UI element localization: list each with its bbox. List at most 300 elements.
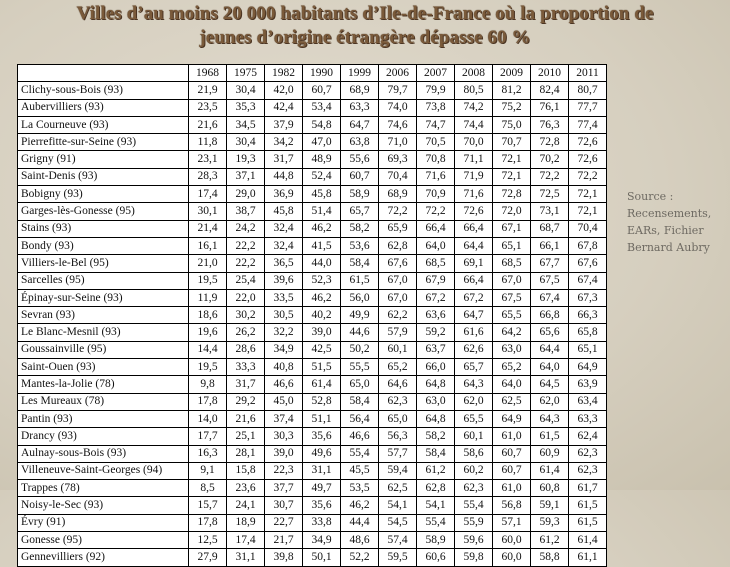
value-cell: 59,1 xyxy=(531,497,569,514)
city-cell: Saint-Ouen (93) xyxy=(18,359,189,376)
table-header-corner xyxy=(18,65,189,82)
value-cell: 35,3 xyxy=(227,99,265,116)
value-cell: 74,0 xyxy=(379,99,417,116)
value-cell: 68,9 xyxy=(341,82,379,99)
city-cell: Pierrefitte-sur-Seine (93) xyxy=(18,134,189,151)
value-cell: 33,3 xyxy=(227,359,265,376)
value-cell: 49,6 xyxy=(303,445,341,462)
year-header: 2011 xyxy=(569,65,607,82)
value-cell: 60,1 xyxy=(379,341,417,358)
value-cell: 46,2 xyxy=(303,220,341,237)
value-cell: 60,2 xyxy=(455,462,493,479)
city-cell: Sevran (93) xyxy=(18,307,189,324)
value-cell: 53,6 xyxy=(341,237,379,254)
table-header-row xyxy=(18,65,607,82)
value-cell: 60,0 xyxy=(493,549,531,566)
table-row xyxy=(18,410,607,427)
value-cell: 60,1 xyxy=(455,428,493,445)
value-cell: 79,7 xyxy=(379,82,417,99)
value-cell: 65,0 xyxy=(341,376,379,393)
value-cell: 53,5 xyxy=(341,480,379,497)
value-cell: 27,9 xyxy=(189,549,227,566)
value-cell: 58,4 xyxy=(417,445,455,462)
city-cell: Les Mureaux (78) xyxy=(18,393,189,410)
value-cell: 41,5 xyxy=(303,237,341,254)
year-header: 2006 xyxy=(379,65,417,82)
value-cell: 48,6 xyxy=(341,532,379,549)
table-row xyxy=(18,186,607,203)
value-cell: 82,4 xyxy=(531,82,569,99)
value-cell: 52,3 xyxy=(303,272,341,289)
value-cell: 35,6 xyxy=(303,497,341,514)
value-cell: 73,8 xyxy=(417,99,455,116)
value-cell: 19,3 xyxy=(227,151,265,168)
value-cell: 67,0 xyxy=(379,289,417,306)
value-cell: 52,2 xyxy=(341,549,379,566)
value-cell: 55,6 xyxy=(341,151,379,168)
value-cell: 71,6 xyxy=(455,186,493,203)
value-cell: 71,9 xyxy=(455,168,493,185)
value-cell: 64,8 xyxy=(417,410,455,427)
value-cell: 64,2 xyxy=(493,324,531,341)
value-cell: 68,9 xyxy=(379,186,417,203)
value-cell: 44,8 xyxy=(265,168,303,185)
value-cell: 14,4 xyxy=(189,341,227,358)
value-cell: 64,3 xyxy=(455,376,493,393)
source-line: Source : xyxy=(627,190,674,203)
value-cell: 61,4 xyxy=(531,462,569,479)
city-cell: Évry (91) xyxy=(18,514,189,531)
value-cell: 74,4 xyxy=(455,116,493,133)
value-cell: 17,8 xyxy=(189,393,227,410)
value-cell: 70,9 xyxy=(417,186,455,203)
value-cell: 62,8 xyxy=(379,237,417,254)
value-cell: 72,5 xyxy=(531,186,569,203)
value-cell: 66,4 xyxy=(455,220,493,237)
value-cell: 57,9 xyxy=(379,324,417,341)
table-row xyxy=(18,168,607,185)
value-cell: 65,0 xyxy=(379,410,417,427)
value-cell: 67,9 xyxy=(417,272,455,289)
value-cell: 62,3 xyxy=(569,462,607,479)
value-cell: 72,1 xyxy=(493,168,531,185)
value-cell: 31,7 xyxy=(227,376,265,393)
source-line: EARs, Fichier xyxy=(627,224,704,237)
value-cell: 33,8 xyxy=(303,514,341,531)
value-cell: 59,6 xyxy=(455,532,493,549)
value-cell: 63,8 xyxy=(341,134,379,151)
value-cell: 55,5 xyxy=(341,359,379,376)
value-cell: 71,0 xyxy=(379,134,417,151)
value-cell: 30,1 xyxy=(189,203,227,220)
value-cell: 60,9 xyxy=(531,445,569,462)
table-row xyxy=(18,272,607,289)
value-cell: 62,6 xyxy=(455,341,493,358)
value-cell: 45,8 xyxy=(303,186,341,203)
value-cell: 52,8 xyxy=(303,393,341,410)
value-cell: 62,0 xyxy=(455,393,493,410)
value-cell: 62,4 xyxy=(569,428,607,445)
value-cell: 9,1 xyxy=(189,462,227,479)
value-cell: 67,4 xyxy=(531,289,569,306)
value-cell: 64,7 xyxy=(341,116,379,133)
value-cell: 67,6 xyxy=(379,255,417,272)
value-cell: 39,0 xyxy=(303,324,341,341)
value-cell: 63,3 xyxy=(569,410,607,427)
title-line-1: Villes d’au moins 20 000 habitants d’Ile-de-France où la proportion de xyxy=(76,3,654,24)
value-cell: 72,6 xyxy=(569,134,607,151)
value-cell: 23,6 xyxy=(227,480,265,497)
city-cell: Stains (93) xyxy=(18,220,189,237)
city-cell: Trappes (78) xyxy=(18,480,189,497)
value-cell: 17,4 xyxy=(189,186,227,203)
value-cell: 72,8 xyxy=(493,186,531,203)
value-cell: 58,4 xyxy=(341,393,379,410)
value-cell: 66,4 xyxy=(455,272,493,289)
value-cell: 23,5 xyxy=(189,99,227,116)
value-cell: 64,8 xyxy=(417,376,455,393)
value-cell: 11,8 xyxy=(189,134,227,151)
value-cell: 61,5 xyxy=(569,497,607,514)
city-cell: Noisy-le-Sec (93) xyxy=(18,497,189,514)
value-cell: 25,1 xyxy=(227,428,265,445)
value-cell: 59,3 xyxy=(531,514,569,531)
table-row xyxy=(18,289,607,306)
value-cell: 35,6 xyxy=(303,428,341,445)
value-cell: 51,4 xyxy=(303,203,341,220)
value-cell: 67,7 xyxy=(531,255,569,272)
value-cell: 64,3 xyxy=(531,410,569,427)
value-cell: 69,3 xyxy=(379,151,417,168)
value-cell: 30,7 xyxy=(265,497,303,514)
table-row xyxy=(18,82,607,99)
value-cell: 64,0 xyxy=(493,376,531,393)
value-cell: 46,2 xyxy=(303,289,341,306)
value-cell: 63,7 xyxy=(417,341,455,358)
table-row xyxy=(18,532,607,549)
value-cell: 30,3 xyxy=(265,428,303,445)
value-cell: 61,2 xyxy=(531,532,569,549)
value-cell: 17,7 xyxy=(189,428,227,445)
value-cell: 55,4 xyxy=(455,497,493,514)
data-table-container xyxy=(17,64,606,567)
value-cell: 59,5 xyxy=(379,549,417,566)
value-cell: 49,7 xyxy=(303,480,341,497)
value-cell: 61,2 xyxy=(417,462,455,479)
value-cell: 72,2 xyxy=(379,203,417,220)
city-cell: Bobigny (93) xyxy=(18,186,189,203)
value-cell: 12,5 xyxy=(189,532,227,549)
value-cell: 57,7 xyxy=(379,445,417,462)
value-cell: 74,6 xyxy=(379,116,417,133)
value-cell: 77,4 xyxy=(569,116,607,133)
value-cell: 48,9 xyxy=(303,151,341,168)
value-cell: 62,3 xyxy=(569,445,607,462)
value-cell: 55,9 xyxy=(455,514,493,531)
value-cell: 45,8 xyxy=(265,203,303,220)
value-cell: 67,1 xyxy=(493,220,531,237)
value-cell: 37,1 xyxy=(227,168,265,185)
value-cell: 72,2 xyxy=(417,203,455,220)
value-cell: 51,5 xyxy=(303,359,341,376)
value-cell: 72,6 xyxy=(569,151,607,168)
value-cell: 61,1 xyxy=(569,549,607,566)
value-cell: 61,7 xyxy=(569,480,607,497)
value-cell: 61,5 xyxy=(569,514,607,531)
value-cell: 64,7 xyxy=(455,307,493,324)
value-cell: 66,8 xyxy=(531,307,569,324)
value-cell: 64,9 xyxy=(569,359,607,376)
value-cell: 65,7 xyxy=(455,359,493,376)
value-cell: 66,1 xyxy=(531,237,569,254)
value-cell: 62,2 xyxy=(379,307,417,324)
value-cell: 19,6 xyxy=(189,324,227,341)
value-cell: 69,1 xyxy=(455,255,493,272)
value-cell: 22,7 xyxy=(265,514,303,531)
value-cell: 46,2 xyxy=(341,497,379,514)
table-row xyxy=(18,393,607,410)
value-cell: 61,0 xyxy=(493,480,531,497)
value-cell: 42,4 xyxy=(265,99,303,116)
table-row xyxy=(18,376,607,393)
value-cell: 59,2 xyxy=(417,324,455,341)
value-cell: 65,1 xyxy=(569,341,607,358)
value-cell: 65,6 xyxy=(531,324,569,341)
value-cell: 37,4 xyxy=(265,410,303,427)
value-cell: 38,7 xyxy=(227,203,265,220)
value-cell: 58,9 xyxy=(341,186,379,203)
city-cell: Bondy (93) xyxy=(18,237,189,254)
value-cell: 60,6 xyxy=(417,549,455,566)
value-cell: 67,8 xyxy=(569,237,607,254)
value-cell: 60,7 xyxy=(493,462,531,479)
value-cell: 40,8 xyxy=(265,359,303,376)
value-cell: 51,1 xyxy=(303,410,341,427)
year-header: 2009 xyxy=(493,65,531,82)
value-cell: 21,0 xyxy=(189,255,227,272)
value-cell: 50,2 xyxy=(341,341,379,358)
value-cell: 70,4 xyxy=(379,168,417,185)
year-header: 2007 xyxy=(417,65,455,82)
value-cell: 32,2 xyxy=(265,324,303,341)
value-cell: 44,4 xyxy=(341,514,379,531)
value-cell: 62,0 xyxy=(531,393,569,410)
value-cell: 21,6 xyxy=(189,116,227,133)
table-row xyxy=(18,324,607,341)
value-cell: 58,4 xyxy=(341,255,379,272)
city-cell: Goussainville (95) xyxy=(18,341,189,358)
value-cell: 72,2 xyxy=(531,168,569,185)
value-cell: 80,5 xyxy=(455,82,493,99)
value-cell: 9,8 xyxy=(189,376,227,393)
value-cell: 67,2 xyxy=(455,289,493,306)
value-cell: 39,0 xyxy=(265,445,303,462)
city-cell: Drancy (93) xyxy=(18,428,189,445)
source-line: Bernard Aubry xyxy=(627,241,710,254)
value-cell: 65,8 xyxy=(569,324,607,341)
value-cell: 18,6 xyxy=(189,307,227,324)
table-row xyxy=(18,480,607,497)
value-cell: 64,9 xyxy=(493,410,531,427)
value-cell: 61,4 xyxy=(569,532,607,549)
value-cell: 8,5 xyxy=(189,480,227,497)
year-header: 2010 xyxy=(531,65,569,82)
value-cell: 74,2 xyxy=(455,99,493,116)
value-cell: 59,4 xyxy=(379,462,417,479)
value-cell: 80,7 xyxy=(569,82,607,99)
value-cell: 50,1 xyxy=(303,549,341,566)
value-cell: 68,7 xyxy=(531,220,569,237)
source-note xyxy=(627,188,727,256)
value-cell: 67,6 xyxy=(569,255,607,272)
value-cell: 25,4 xyxy=(227,272,265,289)
value-cell: 63,4 xyxy=(569,393,607,410)
value-cell: 54,1 xyxy=(379,497,417,514)
value-cell: 33,5 xyxy=(265,289,303,306)
value-cell: 68,5 xyxy=(493,255,531,272)
value-cell: 77,7 xyxy=(569,99,607,116)
value-cell: 22,2 xyxy=(227,237,265,254)
value-cell: 40,2 xyxy=(303,307,341,324)
value-cell: 65,9 xyxy=(379,220,417,237)
value-cell: 58,2 xyxy=(417,428,455,445)
value-cell: 15,7 xyxy=(189,497,227,514)
value-cell: 36,9 xyxy=(265,186,303,203)
value-cell: 66,4 xyxy=(417,220,455,237)
value-cell: 58,2 xyxy=(341,220,379,237)
value-cell: 34,2 xyxy=(265,134,303,151)
value-cell: 70,4 xyxy=(569,220,607,237)
value-cell: 65,1 xyxy=(493,237,531,254)
value-cell: 31,1 xyxy=(227,549,265,566)
city-cell: Grigny (91) xyxy=(18,151,189,168)
value-cell: 60,0 xyxy=(493,532,531,549)
value-cell: 60,8 xyxy=(531,480,569,497)
value-cell: 21,4 xyxy=(189,220,227,237)
value-cell: 79,9 xyxy=(417,82,455,99)
value-cell: 47,0 xyxy=(303,134,341,151)
table-row xyxy=(18,134,607,151)
value-cell: 54,8 xyxy=(303,116,341,133)
table-row xyxy=(18,151,607,168)
value-cell: 67,5 xyxy=(493,289,531,306)
source-line: Recensements, xyxy=(627,207,712,220)
value-cell: 22,0 xyxy=(227,289,265,306)
value-cell: 44,6 xyxy=(341,324,379,341)
value-cell: 36,5 xyxy=(265,255,303,272)
value-cell: 32,4 xyxy=(265,220,303,237)
title-line-2: jeunes d’origine étrangère dépasse 60 % xyxy=(199,27,531,48)
value-cell: 61,4 xyxy=(303,376,341,393)
value-cell: 67,0 xyxy=(379,272,417,289)
value-cell: 62,5 xyxy=(493,393,531,410)
value-cell: 63,3 xyxy=(341,99,379,116)
year-header: 2008 xyxy=(455,65,493,82)
value-cell: 19,5 xyxy=(189,272,227,289)
value-cell: 58,9 xyxy=(417,532,455,549)
value-cell: 67,5 xyxy=(531,272,569,289)
value-cell: 16,1 xyxy=(189,237,227,254)
city-cell: Garges-lès-Gonesse (95) xyxy=(18,203,189,220)
city-cell: Villeneuve-Saint-Georges (94) xyxy=(18,462,189,479)
year-header: 1990 xyxy=(303,65,341,82)
value-cell: 28,1 xyxy=(227,445,265,462)
value-cell: 72,2 xyxy=(569,168,607,185)
value-cell: 76,1 xyxy=(531,99,569,116)
value-cell: 37,7 xyxy=(265,480,303,497)
value-cell: 59,8 xyxy=(455,549,493,566)
value-cell: 56,0 xyxy=(341,289,379,306)
value-cell: 22,3 xyxy=(265,462,303,479)
value-cell: 30,4 xyxy=(227,82,265,99)
value-cell: 63,6 xyxy=(417,307,455,324)
value-cell: 11,9 xyxy=(189,289,227,306)
value-cell: 65,5 xyxy=(455,410,493,427)
year-header: 1968 xyxy=(189,65,227,82)
value-cell: 62,3 xyxy=(379,393,417,410)
value-cell: 22,2 xyxy=(227,255,265,272)
value-cell: 34,9 xyxy=(303,532,341,549)
value-cell: 72,1 xyxy=(569,186,607,203)
value-cell: 56,3 xyxy=(379,428,417,445)
value-cell: 68,5 xyxy=(417,255,455,272)
value-cell: 65,5 xyxy=(493,307,531,324)
year-header: 1975 xyxy=(227,65,265,82)
value-cell: 54,5 xyxy=(379,514,417,531)
table-row xyxy=(18,462,607,479)
value-cell: 70,0 xyxy=(455,134,493,151)
city-cell: Aubervilliers (93) xyxy=(18,99,189,116)
value-cell: 60,7 xyxy=(341,168,379,185)
value-cell: 17,8 xyxy=(189,514,227,531)
value-cell: 76,3 xyxy=(531,116,569,133)
value-cell: 46,6 xyxy=(265,376,303,393)
value-cell: 74,7 xyxy=(417,116,455,133)
value-cell: 61,5 xyxy=(341,272,379,289)
page-title xyxy=(0,2,730,50)
value-cell: 64,4 xyxy=(455,237,493,254)
value-cell: 63,0 xyxy=(417,393,455,410)
table-row xyxy=(18,341,607,358)
table-row xyxy=(18,549,607,566)
value-cell: 71,6 xyxy=(417,168,455,185)
value-cell: 75,0 xyxy=(493,116,531,133)
value-cell: 55,4 xyxy=(417,514,455,531)
city-cell: Pantin (93) xyxy=(18,410,189,427)
value-cell: 62,8 xyxy=(417,480,455,497)
city-cell: Mantes-la-Jolie (78) xyxy=(18,376,189,393)
value-cell: 72,1 xyxy=(493,151,531,168)
value-cell: 31,7 xyxy=(265,151,303,168)
value-cell: 46,6 xyxy=(341,428,379,445)
value-cell: 61,5 xyxy=(531,428,569,445)
value-cell: 67,2 xyxy=(417,289,455,306)
value-cell: 64,4 xyxy=(531,341,569,358)
value-cell: 52,4 xyxy=(303,168,341,185)
value-cell: 18,9 xyxy=(227,514,265,531)
value-cell: 67,3 xyxy=(569,289,607,306)
value-cell: 65,7 xyxy=(341,203,379,220)
value-cell: 70,5 xyxy=(417,134,455,151)
value-cell: 16,3 xyxy=(189,445,227,462)
value-cell: 70,8 xyxy=(417,151,455,168)
value-cell: 65,2 xyxy=(379,359,417,376)
city-cell: Sarcelles (95) xyxy=(18,272,189,289)
table-row xyxy=(18,116,607,133)
year-header: 1999 xyxy=(341,65,379,82)
city-cell: Clichy-sous-Bois (93) xyxy=(18,82,189,99)
value-cell: 61,0 xyxy=(493,428,531,445)
